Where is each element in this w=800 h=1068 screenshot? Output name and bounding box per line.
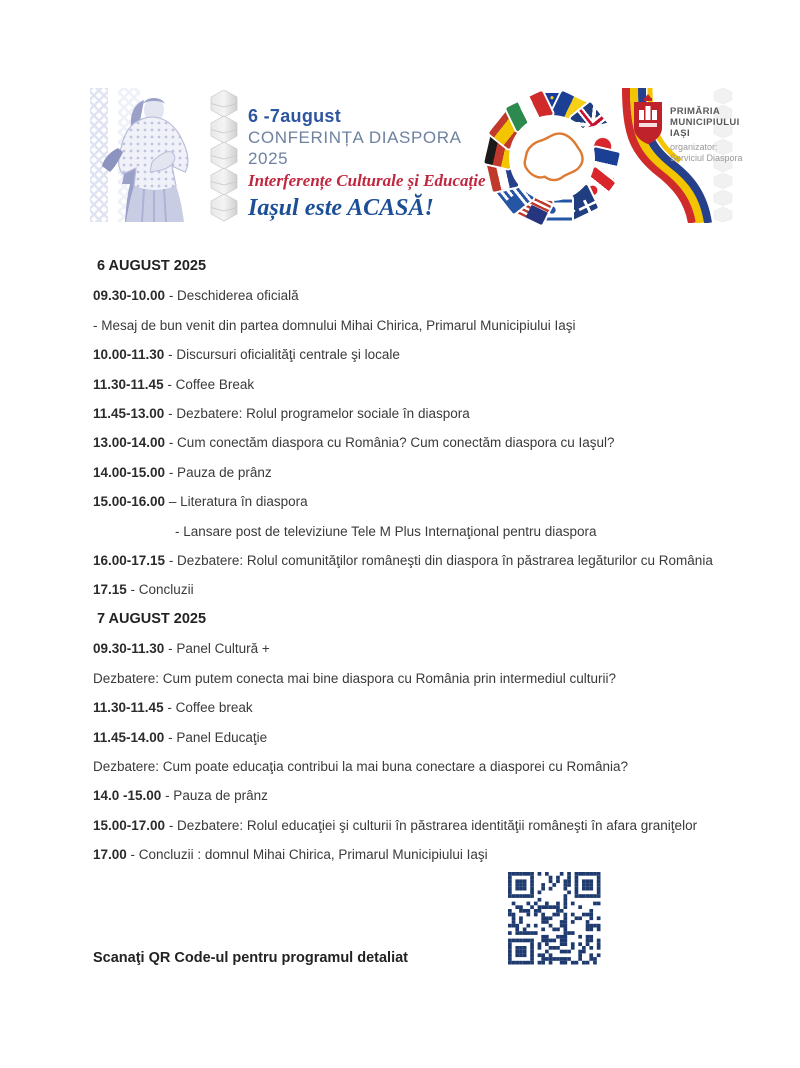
romania-map-outline-icon [513,119,591,197]
time-label: 17.15 [93,582,127,598]
time-label: 16.00-17.15 [93,553,166,569]
time-label: 09.30-11.30 [93,641,165,657]
time-label: 09.30-10.00 [93,288,166,304]
time-label: 11.45-13.00 [93,406,165,422]
organizer-role-value: Serviciul Diaspora [670,153,743,163]
schedule-line: 17.15 - Concluzii [93,582,194,598]
organizer-name-line1: PRIMĂRIA [670,106,721,117]
organizer-block [670,106,800,164]
time-label: 11.30-11.45 [93,376,164,392]
event-dates: 6 -7august [248,106,342,126]
schedule-line: 13.00-14.00 - Cum conectăm diaspora cu România? Cum conectăm diaspora cu Iaşul? [93,435,615,451]
qr-caption: Scanaţi QR Code-ul pentru programul detaliat [93,950,409,966]
time-label: 13.00-14.00 [93,435,166,451]
day-header: 7 AUGUST 2025 [97,610,207,627]
schedule [93,252,798,870]
schedule-line: 15.00-16.00 – Literatura în diaspora [93,494,308,510]
endless-column-decoration [206,90,242,222]
organizer-role-label: organizator: [670,142,718,152]
schedule-line: 14.0 -15.00 - Pauza de prânz [93,788,268,804]
time-label: 15.00-16.00 [93,494,166,510]
iasi-city-crest [630,92,666,148]
schedule-line: 15.00-17.00 - Dezbatere: Rolul educaţiei şi culturii în păstrarea identităţii româneşti în afara graniţelor [93,817,698,833]
schedule-line: 14.00-15.00 - Pauza de prânz [93,464,272,480]
time-label: 15.00-17.00 [93,817,166,833]
schedule-line: 09.30-11.30 - Panel Cultură + [93,641,270,657]
organizer-name-line3: IAȘI [670,128,691,139]
schedule-line: 11.30-11.45 - Coffee Break [93,376,255,392]
time-label: 11.45-14.00 [93,729,165,745]
schedule-line: 11.45-14.00 - Panel Educaţie [93,729,268,745]
schedule-line: 17.00 - Concluzii : domnul Mihai Chirica, Primarul Municipiului Iaşi [93,847,488,863]
schedule-line: 16.00-17.15 - Dezbatere: Rolul comunităţilor româneşti din diaspora în păstrarea legăturilor cu România [93,553,713,569]
schedule-line: - Mesaj de bun venit din partea domnului Mihai Chirica, Primarul Municipiului Iaşi [93,317,576,333]
title-block [248,106,498,223]
schedule-line: 11.45-13.00 - Dezbatere: Rolul programelor sociale în diaspora [93,406,470,422]
flag-ring [488,94,616,222]
header-banner [90,88,743,223]
flag-ring-center [509,115,595,201]
time-label: 10.00-11.30 [93,347,165,363]
time-label: 14.0 -15.00 [93,788,162,804]
organizer-name-line2: MUNICIPIULUI [670,117,740,128]
schedule-line: 09.30-10.00 - Deschiderea oficială [93,288,299,304]
schedule-line: Dezbatere: Cum putem conecta mai bine diaspora cu România prin intermediul culturii? [93,670,617,686]
time-label: 11.30-11.45 [93,700,164,716]
schedule-line: 10.00-11.30 - Discursuri oficialităţi centrale şi locale [93,347,400,363]
woman-traditional-costume-illustration [100,92,206,222]
event-subtitle: Interferențe Culturale și Educație [248,171,486,190]
schedule-line: 11.30-11.45 - Coffee break [93,700,253,716]
time-label: 14.00-15.00 [93,464,166,480]
qr-code [508,872,601,965]
event-title: CONFERINȚA DIASPORA 2025 [248,128,461,168]
day-header: 6 AUGUST 2025 [97,258,207,274]
schedule-line: - Lansare post de televiziune Tele M Plus Internaţional pentru diaspora [175,523,597,539]
schedule-line: Dezbatere: Cum poate educaţia contribui la mai buna conectare a diasporei cu România? [93,758,629,774]
time-label: 17.00 [93,847,127,863]
event-tagline: Iașul este ACASĂ! [248,195,434,221]
